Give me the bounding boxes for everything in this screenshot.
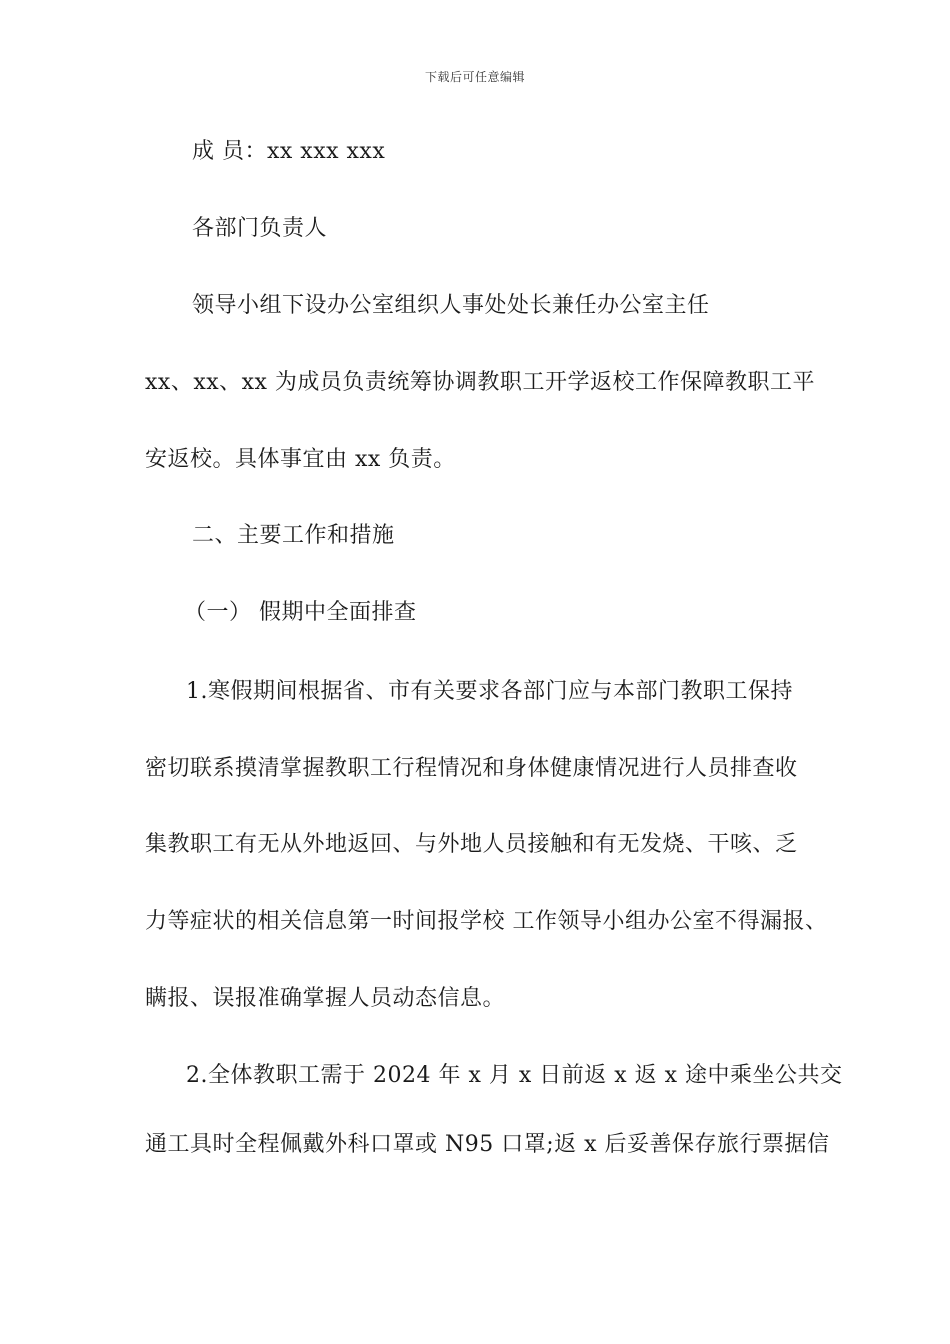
paragraph-line: xx、xx、xx 为成员负责统筹协调教职工开学返校工作保障教职工平 (145, 370, 815, 395)
paragraph-line: 1.寒假期间根据省、市有关要求各部门应与本部门教职工保持 (186, 679, 793, 704)
members-line: 成 员：xx xxx xxx (192, 139, 386, 164)
paragraph-line: 力等症状的相关信息第一时间报学校 工作领导小组办公室不得漏报、 (145, 909, 828, 934)
paragraph-line: 通工具时全程佩戴外科口罩或 N95 口罩;返 x 后妥善保存旅行票据信 (145, 1132, 830, 1157)
paragraph-line: 瞒报、误报准确掌握人员动态信息。 (145, 986, 506, 1011)
paragraph-line: 2.全体教职工需于 2024 年 x 月 x 日前返 x 返 x 途中乘坐公共交 (186, 1063, 843, 1088)
department-heads-line: 各部门负责人 (192, 216, 328, 241)
paragraph-line: 领导小组下设办公室组织人事处处长兼任办公室主任 (192, 293, 710, 318)
subsection-heading: （一） 假期中全面排查 (184, 600, 417, 625)
paragraph-line: 密切联系摸清掌握教职工行程情况和身体健康情况进行人员排查收 (145, 756, 798, 781)
paragraph-line: 安返校。具体事宜由 xx 负责。 (145, 447, 456, 472)
section-heading: 二、主要工作和措施 (192, 523, 395, 548)
paragraph-line: 集教职工有无从外地返回、与外地人员接触和有无发烧、干咳、乏 (145, 832, 798, 857)
page-header: 下载后可任意编辑 (424, 70, 525, 84)
